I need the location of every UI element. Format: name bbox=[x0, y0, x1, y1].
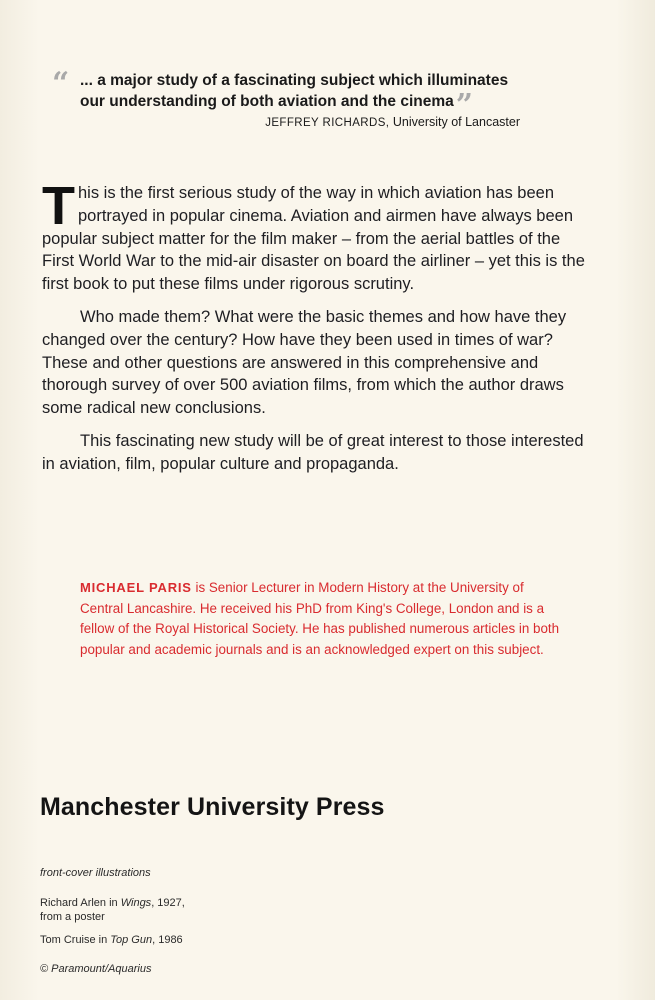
quote-attribution bbox=[52, 115, 522, 129]
author-bio-text: is Senior Lecturer in Modern History at the University of Central Lancashire. He received his PhD from King's College, London and is a fellow of the Royal Historical Society. He has published numerous articles in both popular and academic journals and is an acknowledged expert on this subject. bbox=[80, 580, 560, 657]
credit-1-prefix: Richard Arlen in bbox=[40, 897, 121, 909]
quote-text: ... a major study of a fascinating subject which illuminates our understanding of both aviation and the cinema bbox=[80, 72, 509, 110]
credit-2-suffix: , 1986 bbox=[152, 934, 183, 946]
blurb-paragraph-1 bbox=[42, 176, 587, 296]
credit-2-prefix: Tom Cruise in bbox=[40, 934, 111, 946]
attribution-affiliation: University of Lancaster bbox=[392, 115, 520, 129]
credit-item-1 bbox=[40, 896, 340, 924]
credits-label: front-cover illustrations bbox=[40, 867, 151, 879]
credit-1-suffix: , 1927, bbox=[151, 897, 185, 909]
credit-1-line2: from a poster bbox=[40, 911, 105, 923]
copyright-notice: © Paramount/Aquarius bbox=[40, 963, 152, 975]
credit-2-title: Top Gun bbox=[110, 934, 153, 946]
blurb bbox=[42, 176, 587, 476]
cover-credits bbox=[40, 866, 340, 976]
credit-1-title: Wings bbox=[120, 897, 152, 909]
publisher-name: Manchester University Press bbox=[40, 793, 385, 821]
close-quote-mark: ” bbox=[455, 88, 474, 123]
blurb-paragraph-1-text: his is the first serious study of the way in which aviation has been portrayed in popular cinema. Aviation and airmen have always been popular subject matter for the film maker – from the aerial battles of the First World War to the mid-air disaster on board the airliner – yet this is the first book to put these films under rigorous scrutiny. bbox=[42, 184, 585, 294]
blurb-paragraph-3: This fascinating new study will be of great interest to those interested in aviation, film, popular culture and propaganda. bbox=[42, 431, 584, 473]
quote-text-block: “ ... a major study of a fascinating subject which illuminates our understanding of both aviation and the cinema” bbox=[52, 66, 509, 123]
attribution-name: JEFFREY RICHARDS, bbox=[265, 117, 390, 129]
credit-item-2 bbox=[40, 933, 340, 947]
author-bio bbox=[80, 578, 560, 660]
review-quote bbox=[52, 66, 522, 129]
author-name: MICHAEL PARIS bbox=[80, 580, 192, 595]
drop-cap: T bbox=[42, 176, 75, 236]
blurb-paragraph-2: Who made them? What were the basic themes and how have they changed over the century? How have they been used in times of war? These and other questions are answered in this comprehensive and thorough survey of over 500 aviation films, from which the author draws some radical new conclusions. bbox=[42, 307, 567, 418]
